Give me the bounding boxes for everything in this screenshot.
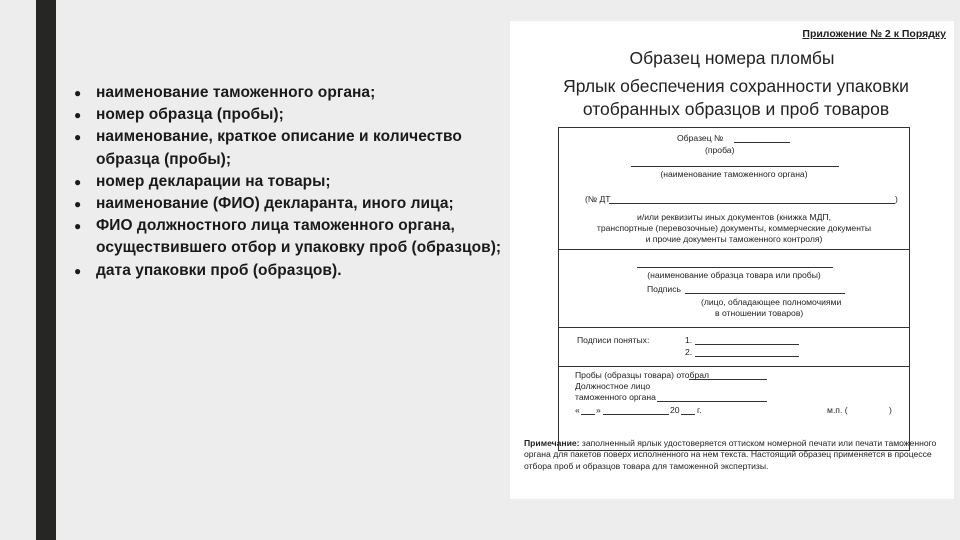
dt-suffix: ) xyxy=(895,194,898,204)
requirements-list xyxy=(74,82,514,282)
note-label: Примечание: xyxy=(524,438,580,448)
list-item: ● номер декларации на товары; xyxy=(74,171,514,193)
witness-1-label: 1. xyxy=(685,335,693,345)
goods-name-line xyxy=(637,267,833,268)
sample-no-line xyxy=(734,142,790,143)
stamp-end: ) xyxy=(889,405,892,415)
list-item: ● наименование, краткое описание и количество образца (пробы); xyxy=(74,126,514,170)
sample-probe-label: (проба) xyxy=(705,145,735,155)
date-open: « xyxy=(575,405,580,415)
appendix-label: Приложение № 2 к Порядку xyxy=(802,28,946,40)
list-item: ● наименование таможенного органа; xyxy=(74,82,514,104)
docs-line-3: и прочие документы таможенного контроля) xyxy=(645,234,823,244)
authority-label-2: в отношении товаров) xyxy=(715,308,804,318)
form-section-witnesses xyxy=(559,327,909,365)
stamp-label: м.п. ( xyxy=(827,405,848,415)
date-year: 20 xyxy=(670,405,680,415)
taken-by-line xyxy=(689,379,767,380)
form-section-goods xyxy=(559,249,909,329)
official-line xyxy=(657,401,767,402)
date-end: г. xyxy=(697,405,702,415)
date-day-line xyxy=(581,414,595,415)
taken-by-label: Пробы (образцы товара) отобрал xyxy=(575,370,710,380)
witnesses-label: Подписи понятых: xyxy=(577,335,650,345)
document-image xyxy=(510,21,954,499)
witness-1-line xyxy=(695,344,799,345)
left-accent-bar xyxy=(36,0,56,540)
official-label-2: таможенного органа xyxy=(575,392,656,402)
label-form xyxy=(558,127,910,451)
list-item: ● ФИО должностного лица таможенного органа, осуществившего отбор и упаковку проб (образцов); xyxy=(74,215,514,259)
authority-label-1: (лицо, обладающее полномочиями xyxy=(701,297,842,307)
witness-2-label: 2. xyxy=(685,347,693,357)
customs-body-label: (наименование таможенного органа) xyxy=(660,169,808,179)
docs-line-1: и/или реквизиты иных документов (книжка МДП, xyxy=(637,212,831,222)
list-item: ● дата упаковки проб (образцов). xyxy=(74,260,514,282)
dt-line xyxy=(609,203,895,204)
docs-line-2: транспортные (перевозочные) документы, коммерческие документы xyxy=(596,223,872,233)
document-subtitle: Ярлык обеспечения сохранности упаковки отобранных образцов и проб товаров xyxy=(563,76,909,119)
date-year-line xyxy=(681,414,695,415)
document-note xyxy=(524,438,946,472)
note-text: заполненный ярлык удостоверяется оттиском номерной печати или печати таможенного органа для пакетов поверх исполненного на нем текста. Настоящий образец применяется в процессе отбора проб и образцов товара для таможенной экспертизы. xyxy=(524,438,937,471)
dt-prefix: (№ ДТ xyxy=(585,194,611,204)
goods-name-label: (наименование образца товара или пробы) xyxy=(647,270,821,280)
customs-body-line xyxy=(631,166,839,167)
signature-label: Подпись xyxy=(647,284,682,294)
document-title: Образец номера пломбы xyxy=(629,48,835,68)
witness-2-line xyxy=(695,356,799,357)
date-month-line xyxy=(603,414,669,415)
official-label-1: Должностное лицо xyxy=(575,381,651,391)
list-item: ● наименование (ФИО) декларанта, иного лица; xyxy=(74,193,514,215)
list-item: ● номер образца (пробы); xyxy=(74,104,514,126)
date-mid: » xyxy=(596,405,601,415)
signature-line xyxy=(685,293,845,294)
sample-no-label: Образец № xyxy=(677,133,724,143)
